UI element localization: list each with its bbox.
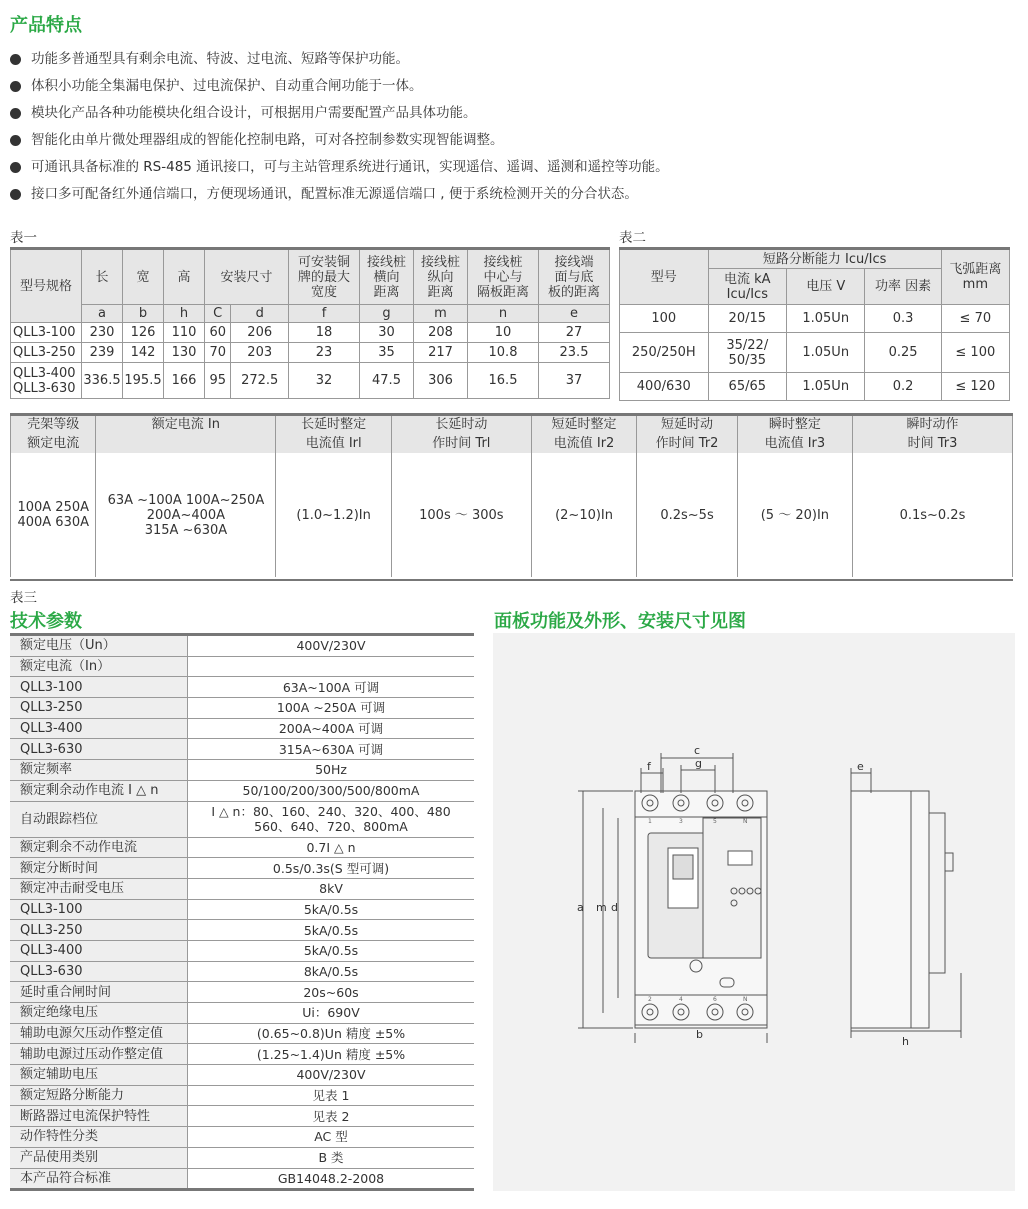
t3-cell: 0.2s~5s — [637, 453, 738, 577]
features-list — [10, 46, 669, 208]
t1-header-f: 可安装铜 牌的最大 宽度 — [289, 249, 360, 305]
t3-header-top: 长延时动 — [391, 415, 531, 434]
feature-text: 接口多可配备红外通信端口，方便现场通讯，配置标准无源遥信端口 , 便于系统检测开关的分合状态。 — [31, 186, 638, 202]
feature-item — [10, 127, 669, 154]
feature-text: 体积小功能全集漏电保护、过电流保护、自动重合闸功能于一体。 — [31, 78, 423, 94]
param-row — [10, 698, 474, 719]
t1-header-n: 接线桩 中心与 隔板距离 — [468, 249, 539, 305]
t1-value-cell: 203 — [231, 343, 289, 363]
param-row — [10, 940, 474, 961]
t3-header-top: 壳架等级 — [11, 415, 96, 434]
param-label: 断路器过电流保护特性 — [10, 1106, 188, 1127]
table1 — [10, 247, 610, 399]
param-label: 自动跟踪档位 — [10, 801, 188, 837]
param-value: 50/100/200/300/500/800mA — [188, 780, 475, 801]
param-row — [10, 1085, 474, 1106]
t3-header-bottom: 电流值 Ir2 — [531, 434, 637, 453]
t1-value-cell: 110 — [164, 323, 205, 343]
label-g: g — [695, 757, 702, 770]
t2-cell: ≤ 100 — [941, 333, 1009, 373]
t1-model-cell: QLL3-100 — [11, 323, 82, 343]
t3-header-top: 瞬时动作 — [852, 415, 1012, 434]
t1-symbol: a — [82, 305, 123, 323]
table2-caption: 表二 — [619, 230, 646, 246]
param-value: 5kA/0.5s — [188, 899, 475, 920]
t1-header-g: 接线桩 横向 距离 — [360, 249, 414, 305]
feature-item — [10, 73, 669, 100]
t3-header-bottom: 作时间 Trl — [391, 434, 531, 453]
t1-value-cell: 70 — [205, 343, 231, 363]
t2-cell: 65/65 — [708, 373, 786, 401]
param-row — [10, 635, 474, 657]
t2-cell: ≤ 70 — [941, 305, 1009, 333]
breaker-drawing — [493, 633, 1015, 1191]
param-value: B 类 — [188, 1147, 475, 1168]
param-row — [10, 1168, 474, 1190]
table2 — [619, 247, 1010, 401]
t1-header-width: 宽 — [123, 249, 164, 305]
t3-cell: (5 ～ 20)In — [737, 453, 852, 577]
feature-item — [10, 181, 669, 208]
label-h: h — [902, 1035, 909, 1048]
t2-header-voltage: 电压 V — [786, 269, 864, 305]
features-title: 产品特点 — [10, 15, 82, 36]
t1-value-cell: 142 — [123, 343, 164, 363]
t1-value-cell: 47.5 — [360, 363, 414, 399]
table-row — [620, 333, 1010, 373]
param-label: 动作特性分类 — [10, 1127, 188, 1148]
terminal-bottom-4: 4 — [679, 996, 683, 1003]
table-row — [11, 343, 610, 363]
param-value: 见表 1 — [188, 1085, 475, 1106]
t3-header-top: 短延时整定 — [531, 415, 637, 434]
param-row — [10, 656, 474, 677]
param-label: 额定冲击耐受电压 — [10, 878, 188, 899]
param-row — [10, 1106, 474, 1127]
param-value: 0.7I △ n — [188, 837, 475, 858]
t1-value-cell: 206 — [231, 323, 289, 343]
t1-value-cell: 18 — [289, 323, 360, 343]
param-value: (1.25~1.4)Un 精度 ±5% — [188, 1044, 475, 1065]
t1-value-cell: 306 — [414, 363, 468, 399]
param-value: 50Hz — [188, 760, 475, 781]
t1-value-cell: 230 — [82, 323, 123, 343]
param-row — [10, 1023, 474, 1044]
table1-caption: 表一 — [10, 230, 37, 246]
param-row — [10, 1147, 474, 1168]
param-value: 100A ~250A 可调 — [188, 698, 475, 719]
param-value: 8kA/0.5s — [188, 961, 475, 982]
t2-cell: ≤ 120 — [941, 373, 1009, 401]
t2-header-model: 型号 — [620, 249, 709, 305]
param-row — [10, 1003, 474, 1024]
t1-header-model: 型号规格 — [11, 249, 82, 323]
param-value: (0.65~0.8)Un 精度 ±5% — [188, 1023, 475, 1044]
param-row — [10, 961, 474, 982]
t1-value-cell: 10.8 — [468, 343, 539, 363]
param-row — [10, 878, 474, 899]
param-row — [10, 718, 474, 739]
terminal-bottom-6: 6 — [713, 996, 717, 1003]
param-label: QLL3-400 — [10, 940, 188, 961]
t2-cell: 0.25 — [865, 333, 941, 373]
feature-item — [10, 154, 669, 181]
diagram-title: 面板功能及外形、安装尺寸见图 — [494, 611, 746, 632]
t1-value-cell: 208 — [414, 323, 468, 343]
param-value: 8kV — [188, 878, 475, 899]
display — [728, 851, 752, 865]
param-label: QLL3-630 — [10, 739, 188, 760]
param-label: 辅助电源欠压动作整定值 — [10, 1023, 188, 1044]
t1-header-e: 接线端 面与底 板的距离 — [539, 249, 610, 305]
bullet-icon — [10, 108, 21, 119]
param-value: GB14048.2-2008 — [188, 1168, 475, 1190]
t3-header-bottom: 电流值 Irl — [276, 434, 392, 453]
param-row — [10, 1044, 474, 1065]
param-value: Ui：690V — [188, 1003, 475, 1024]
feature-item — [10, 100, 669, 127]
t2-cell: 1.05Un — [786, 305, 864, 333]
param-value: 5kA/0.5s — [188, 940, 475, 961]
t1-header-m: 接线桩 纵向 距离 — [414, 249, 468, 305]
table3-top-rule — [10, 413, 1013, 416]
t3-cell: 100A 250A 400A 630A — [11, 453, 96, 577]
table3-bottom-rule — [10, 579, 1013, 581]
param-label: 额定剩余不动作电流 — [10, 837, 188, 858]
label-c: c — [694, 744, 701, 757]
t2-header-arc: 飞弧距离 mm — [941, 249, 1009, 305]
t1-value-cell: 35 — [360, 343, 414, 363]
param-label: 额定辅助电压 — [10, 1065, 188, 1086]
t1-value-cell: 60 — [205, 323, 231, 343]
param-value: 5kA/0.5s — [188, 920, 475, 941]
front-control-module — [703, 818, 761, 958]
table-row — [620, 373, 1010, 401]
param-label: 产品使用类别 — [10, 1147, 188, 1168]
t1-header-mount: 安装尺寸 — [205, 249, 289, 305]
t1-symbol: e — [539, 305, 610, 323]
terminal-bottom-2: 2 — [648, 996, 652, 1003]
t3-header-bottom — [96, 434, 276, 453]
t2-header-current: 电流 kA Icu/Ics — [708, 269, 786, 305]
t1-symbol: b — [123, 305, 164, 323]
t2-cell: 400/630 — [620, 373, 709, 401]
table-row — [620, 305, 1010, 333]
param-label: 额定绝缘电压 — [10, 1003, 188, 1024]
t1-header-length: 长 — [82, 249, 123, 305]
terminal-top-5: 5 — [713, 818, 717, 825]
t1-symbol: d — [231, 305, 289, 323]
t3-header-top: 瞬时整定 — [737, 415, 852, 434]
t1-value-cell: 126 — [123, 323, 164, 343]
table-row — [11, 323, 610, 343]
param-row — [10, 982, 474, 1003]
param-label: 延时重合闸时间 — [10, 982, 188, 1003]
param-value: I △ n：80、160、240、320、400、480 560、640、720、800mA — [188, 801, 475, 837]
t3-header-bottom: 额定电流 — [11, 434, 96, 453]
feature-text: 智能化由单片微处理器组成的智能化控制电路，可对各控制参数实现智能调整。 — [31, 132, 504, 148]
label-e: e — [857, 760, 864, 773]
param-row — [10, 1127, 474, 1148]
param-label: 额定分断时间 — [10, 858, 188, 879]
t2-cell: 20/15 — [708, 305, 786, 333]
param-value: 400V/230V — [188, 635, 475, 657]
param-value: 315A~630A 可调 — [188, 739, 475, 760]
label-f: f — [647, 760, 651, 773]
label-b: b — [696, 1028, 703, 1041]
table3 — [10, 415, 1013, 577]
param-label: QLL3-400 — [10, 718, 188, 739]
t1-value-cell: 37 — [539, 363, 610, 399]
t2-cell: 1.05Un — [786, 333, 864, 373]
param-label: QLL3-250 — [10, 698, 188, 719]
t1-value-cell: 32 — [289, 363, 360, 399]
t1-value-cell: 10 — [468, 323, 539, 343]
t1-value-cell: 30 — [360, 323, 414, 343]
t1-model-cell: QLL3-400 QLL3-630 — [11, 363, 82, 399]
param-value: 400V/230V — [188, 1065, 475, 1086]
param-label: 额定剩余动作电流 I △ n — [10, 780, 188, 801]
t1-header-height: 高 — [164, 249, 205, 305]
t1-value-cell: 217 — [414, 343, 468, 363]
param-row — [10, 780, 474, 801]
param-label: 本产品符合标准 — [10, 1168, 188, 1190]
param-value: AC 型 — [188, 1127, 475, 1148]
param-label: 额定短路分断能力 — [10, 1085, 188, 1106]
param-value — [188, 656, 475, 677]
tech-params-table — [10, 633, 474, 1191]
param-value: 0.5s/0.3s(S 型可调) — [188, 858, 475, 879]
bullet-icon — [10, 81, 21, 92]
table3-caption: 表三 — [10, 590, 37, 606]
t3-cell: (2~10)In — [531, 453, 637, 577]
t1-value-cell: 95 — [205, 363, 231, 399]
param-row — [10, 920, 474, 941]
t1-symbol-row — [11, 305, 610, 323]
side-body — [851, 791, 929, 1028]
t1-value-cell: 16.5 — [468, 363, 539, 399]
t1-value-cell: 195.5 — [123, 363, 164, 399]
t2-header-group: 短路分断能力 Icu/Ics — [708, 249, 941, 269]
param-label: 额定频率 — [10, 760, 188, 781]
t1-value-cell: 166 — [164, 363, 205, 399]
feature-text: 模块化产品各种功能模块化组合设计，可根据用户需要配置产品具体功能。 — [31, 105, 477, 121]
t3-header-top: 短延时动 — [637, 415, 738, 434]
label-d: d — [611, 901, 618, 914]
tech-title: 技术参数 — [10, 611, 82, 632]
t3-header-top: 额定电流 In — [96, 415, 276, 434]
t2-header-pf: 功率 因素 — [865, 269, 941, 305]
param-label: QLL3-100 — [10, 899, 188, 920]
t1-value-cell: 130 — [164, 343, 205, 363]
param-value: 20s~60s — [188, 982, 475, 1003]
t3-header-bottom: 时间 Tr3 — [852, 434, 1012, 453]
t2-cell: 1.05Un — [786, 373, 864, 401]
t1-value-cell: 23.5 — [539, 343, 610, 363]
table-row — [11, 363, 610, 399]
t1-symbol: C — [205, 305, 231, 323]
param-row — [10, 837, 474, 858]
t1-symbol: g — [360, 305, 414, 323]
param-value: 见表 2 — [188, 1106, 475, 1127]
param-label: QLL3-630 — [10, 961, 188, 982]
t1-value-cell: 23 — [289, 343, 360, 363]
param-label: 辅助电源过压动作整定值 — [10, 1044, 188, 1065]
feature-text: 可通讯具备标准的 RS-485 通讯接口，可与主站管理系统进行通讯，实现遥信、遥调、遥测和遥控等功能。 — [31, 159, 669, 175]
param-row — [10, 677, 474, 698]
label-m: m — [596, 901, 607, 914]
t1-value-cell: 272.5 — [231, 363, 289, 399]
t3-header-bottom: 电流值 Ir3 — [737, 434, 852, 453]
param-row — [10, 739, 474, 760]
param-value: 63A~100A 可调 — [188, 677, 475, 698]
param-row — [10, 801, 474, 837]
bullet-icon — [10, 135, 21, 146]
bullet-icon — [10, 189, 21, 200]
terminal-bottom-n: N — [743, 996, 748, 1003]
t1-value-cell: 239 — [82, 343, 123, 363]
t1-symbol: m — [414, 305, 468, 323]
bullet-icon — [10, 54, 21, 65]
t1-model-cell: QLL3-250 — [11, 343, 82, 363]
t2-cell: 35/22/ 50/35 — [708, 333, 786, 373]
param-label: QLL3-250 — [10, 920, 188, 941]
t3-cell: 0.1s~0.2s — [852, 453, 1012, 577]
terminal-top-1: 1 — [648, 818, 652, 825]
param-value: 200A~400A 可调 — [188, 718, 475, 739]
t2-cell: 100 — [620, 305, 709, 333]
param-label: 额定电压（Un） — [10, 635, 188, 657]
label-a: a — [577, 901, 584, 914]
t2-cell: 250/250H — [620, 333, 709, 373]
terminal-top-n: N — [743, 818, 748, 825]
param-label: QLL3-100 — [10, 677, 188, 698]
param-label: 额定电流（In） — [10, 656, 188, 677]
t1-symbol: n — [468, 305, 539, 323]
t1-symbol: h — [164, 305, 205, 323]
dimension-diagram — [493, 633, 1015, 1191]
t1-value-cell: 27 — [539, 323, 610, 343]
bullet-icon — [10, 162, 21, 173]
t3-cell: (1.0~1.2)In — [276, 453, 392, 577]
feature-text: 功能多普通型具有剩余电流、特波、过电流、短路等保护功能。 — [31, 51, 409, 67]
t3-header-bottom: 作时间 Tr2 — [637, 434, 738, 453]
param-row — [10, 858, 474, 879]
t1-value-cell: 336.5 — [82, 363, 123, 399]
param-row — [10, 760, 474, 781]
t2-cell: 0.2 — [865, 373, 941, 401]
terminal-top-3: 3 — [679, 818, 683, 825]
t3-cell: 63A ~100A 100A~250A 200A~400A 315A ~630A — [96, 453, 276, 577]
t3-header-top: 长延时整定 — [276, 415, 392, 434]
t3-cell: 100s ～ 300s — [391, 453, 531, 577]
t1-symbol: f — [289, 305, 360, 323]
param-row — [10, 899, 474, 920]
param-row — [10, 1065, 474, 1086]
t2-cell: 0.3 — [865, 305, 941, 333]
feature-item — [10, 46, 669, 73]
